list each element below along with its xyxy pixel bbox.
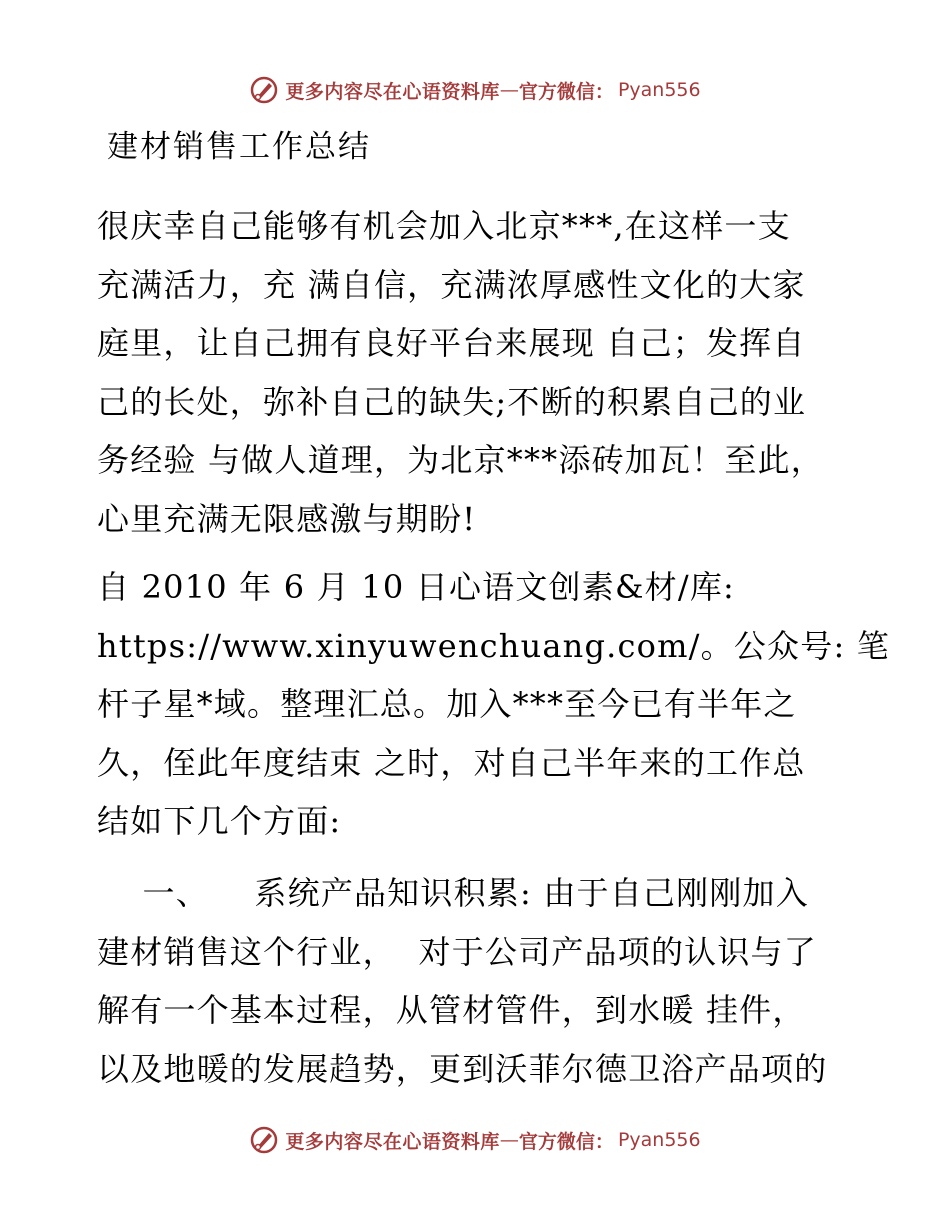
text-line: 心里充满无限感激与期盼! — [97, 499, 477, 538]
document-title: 建材销售工作总结 — [107, 129, 371, 165]
text-line: 己的长处，弥补自己的缺失;不断的积累自己的业 — [97, 382, 807, 421]
banner-official-label: 官方微信： — [518, 80, 614, 103]
paragraph-section-one — [97, 864, 857, 1098]
paragraph-intro — [97, 197, 857, 548]
banner-wechat-id: Pyan556 — [617, 1129, 701, 1151]
text-line: 充满活力，充 满自信，充满浓厚感性文化的大家 — [97, 265, 806, 304]
banner-text: 更多内容尽在心语资料库 — [285, 1130, 500, 1153]
paragraph-tenure — [97, 558, 890, 851]
banner-official-label: 官方微信： — [518, 1130, 614, 1153]
header-watermark-banner — [0, 70, 950, 110]
text-line: 以及地暖的发展趋势，更到沃菲尔德卫浴产品项的 — [97, 1049, 828, 1088]
text-line: 建材销售这个行业， 对于公司产品项的认识与了 — [97, 932, 817, 971]
banner-separator: — — [499, 79, 519, 101]
banner-text: 更多内容尽在心语资料库 — [285, 80, 500, 103]
text-line: 务经验 与做人道理，为北京***添砖加瓦！至此， — [97, 441, 824, 479]
text-line: 庭里，让自己拥有良好平台来展现 自己；发挥自 — [97, 324, 806, 362]
text-line: 很庆幸自己能够有机会加入北京***,在这样一支 — [97, 207, 791, 245]
banner-wechat-id: Pyan556 — [617, 79, 701, 101]
text-line: 结如下几个方面: — [97, 802, 342, 840]
pen-logo-icon — [249, 75, 279, 105]
text-line: 一、 系统产品知识积累: 由于自己刚刚加入 — [97, 874, 809, 912]
text-line: 杆子星*域。整理汇总。加入***至今已有半年之 — [97, 685, 797, 723]
banner-separator: — — [499, 1129, 519, 1151]
text-line: 解有一个基本过程，从管材管件，到水暖 挂件， — [97, 991, 806, 1029]
pen-logo-icon — [249, 1125, 279, 1155]
text-line: 自 2010 年 6 月 10 日心语文创素&材/库: — [97, 568, 735, 606]
text-line: https://www.xinyuwenchuang.com/。公众号: 笔 — [97, 626, 890, 665]
footer-watermark-banner — [0, 1120, 950, 1160]
text-line: 久，侄此年度结束 之时，对自己半年来的工作总 — [97, 743, 806, 782]
